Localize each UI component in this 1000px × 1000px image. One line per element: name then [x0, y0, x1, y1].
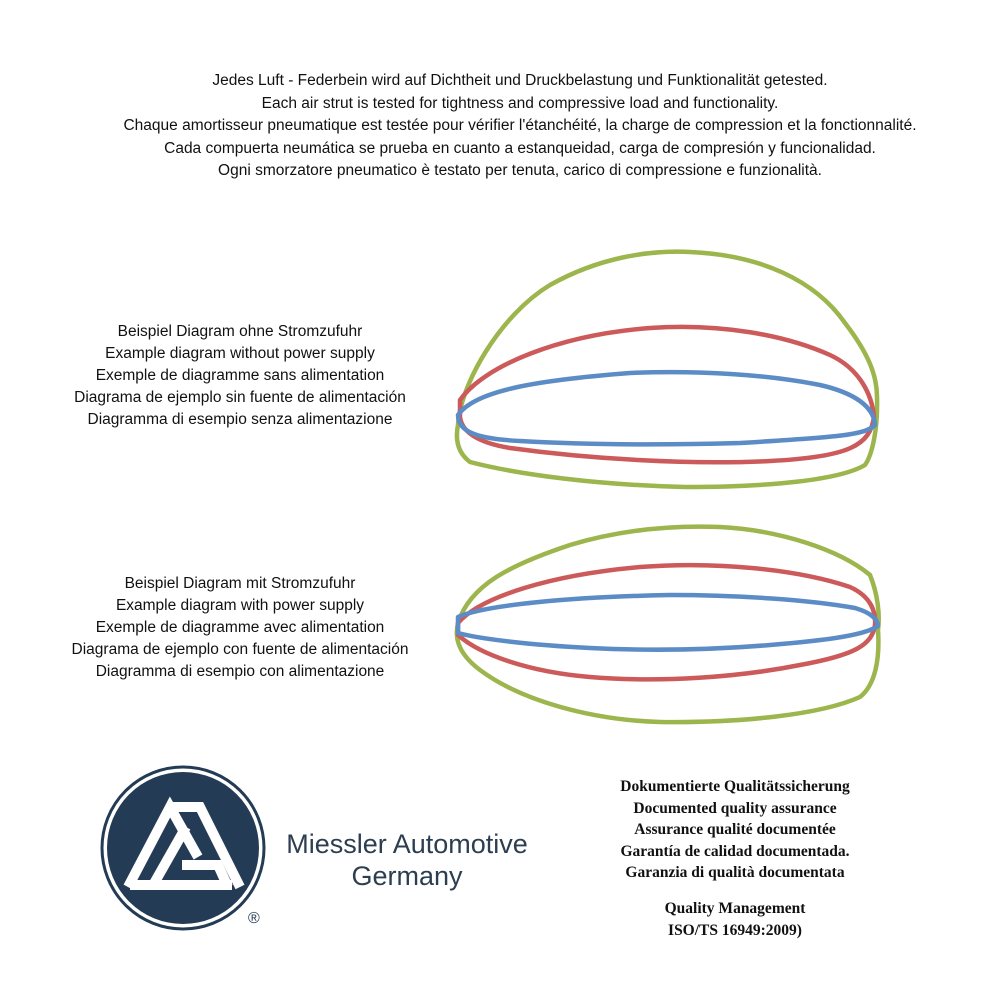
header-line-en: Each air strut is tested for tightness and compressive load and functionality. — [261, 94, 779, 112]
qa-line-it: Garanzia di qualità documentata — [625, 864, 845, 881]
qa-line-fr: Assurance qualité documentée — [634, 821, 836, 838]
header-text-block — [40, 70, 1000, 183]
green-curve — [457, 527, 879, 723]
caption-line-en: Example diagram with power supply — [115, 597, 365, 614]
caption-line-es: Diagrama de ejemplo sin fuente de alimentación — [74, 389, 406, 406]
company-name-line1: Miessler Automotive — [286, 829, 528, 859]
registered-mark: ® — [248, 910, 260, 927]
caption-line-de: Beispiel Diagram mit Stromzufuhr — [124, 575, 356, 592]
green-curve — [457, 252, 877, 487]
header-line-de: Jedes Luft - Federbein wird auf Dichtheit und Druckbelastung und Funktionalität getested. — [212, 72, 828, 89]
caption-line-it: Diagramma di esempio senza alimentazione — [87, 411, 393, 428]
qa-line-de: Dokumentierte Qualitätssicherung — [620, 778, 850, 795]
blue-curve — [458, 595, 878, 650]
quality-assurance-block — [560, 776, 910, 884]
diagram-without-power — [440, 235, 900, 495]
quality-management-block — [560, 898, 910, 941]
red-curve — [458, 565, 875, 679]
caption-line-es: Diagrama de ejemplo con fuente de alimentación — [71, 641, 409, 658]
caption-line-de: Beispiel Diagram ohne Stromzufuhr — [117, 323, 363, 340]
diagram-with-power — [440, 505, 900, 765]
company-name — [272, 828, 542, 892]
header-line-es: Cada compuerta neumática se prueba en cuanto a estanqueidad, carga de compresión y funcionalidad. — [164, 139, 876, 157]
company-name-line2: Germany — [351, 861, 463, 891]
caption-line-fr: Exemple de diagramme avec alimentation — [95, 619, 385, 636]
caption-line-en: Example diagram without power supply — [105, 345, 375, 362]
miessler-logo-icon — [100, 765, 275, 940]
diagram-caption-with-power — [40, 573, 440, 683]
header-line-fr: Chaque amortisseur pneumatique est testée pour vérifier l'étanchéité, la charge de compression et la fonctionnalité. — [123, 117, 917, 134]
caption-line-it: Diagramma di esempio con alimentazione — [95, 663, 385, 680]
qa-line-es: Garantía de calidad documentada. — [620, 842, 850, 860]
iso-standard-label: ISO/TS 16949:2009) — [668, 921, 802, 939]
header-line-it: Ogni smorzatore pneumatico è testato per tenuta, carico di compressione e funzionalità. — [218, 162, 822, 179]
blue-curve — [458, 372, 875, 444]
qa-line-en: Documented quality assurance — [633, 799, 837, 817]
diagram-caption-without-power — [40, 321, 440, 431]
caption-line-fr: Exemple de diagramme sans alimentation — [95, 367, 385, 384]
quality-management-label: Quality Management — [664, 900, 806, 917]
